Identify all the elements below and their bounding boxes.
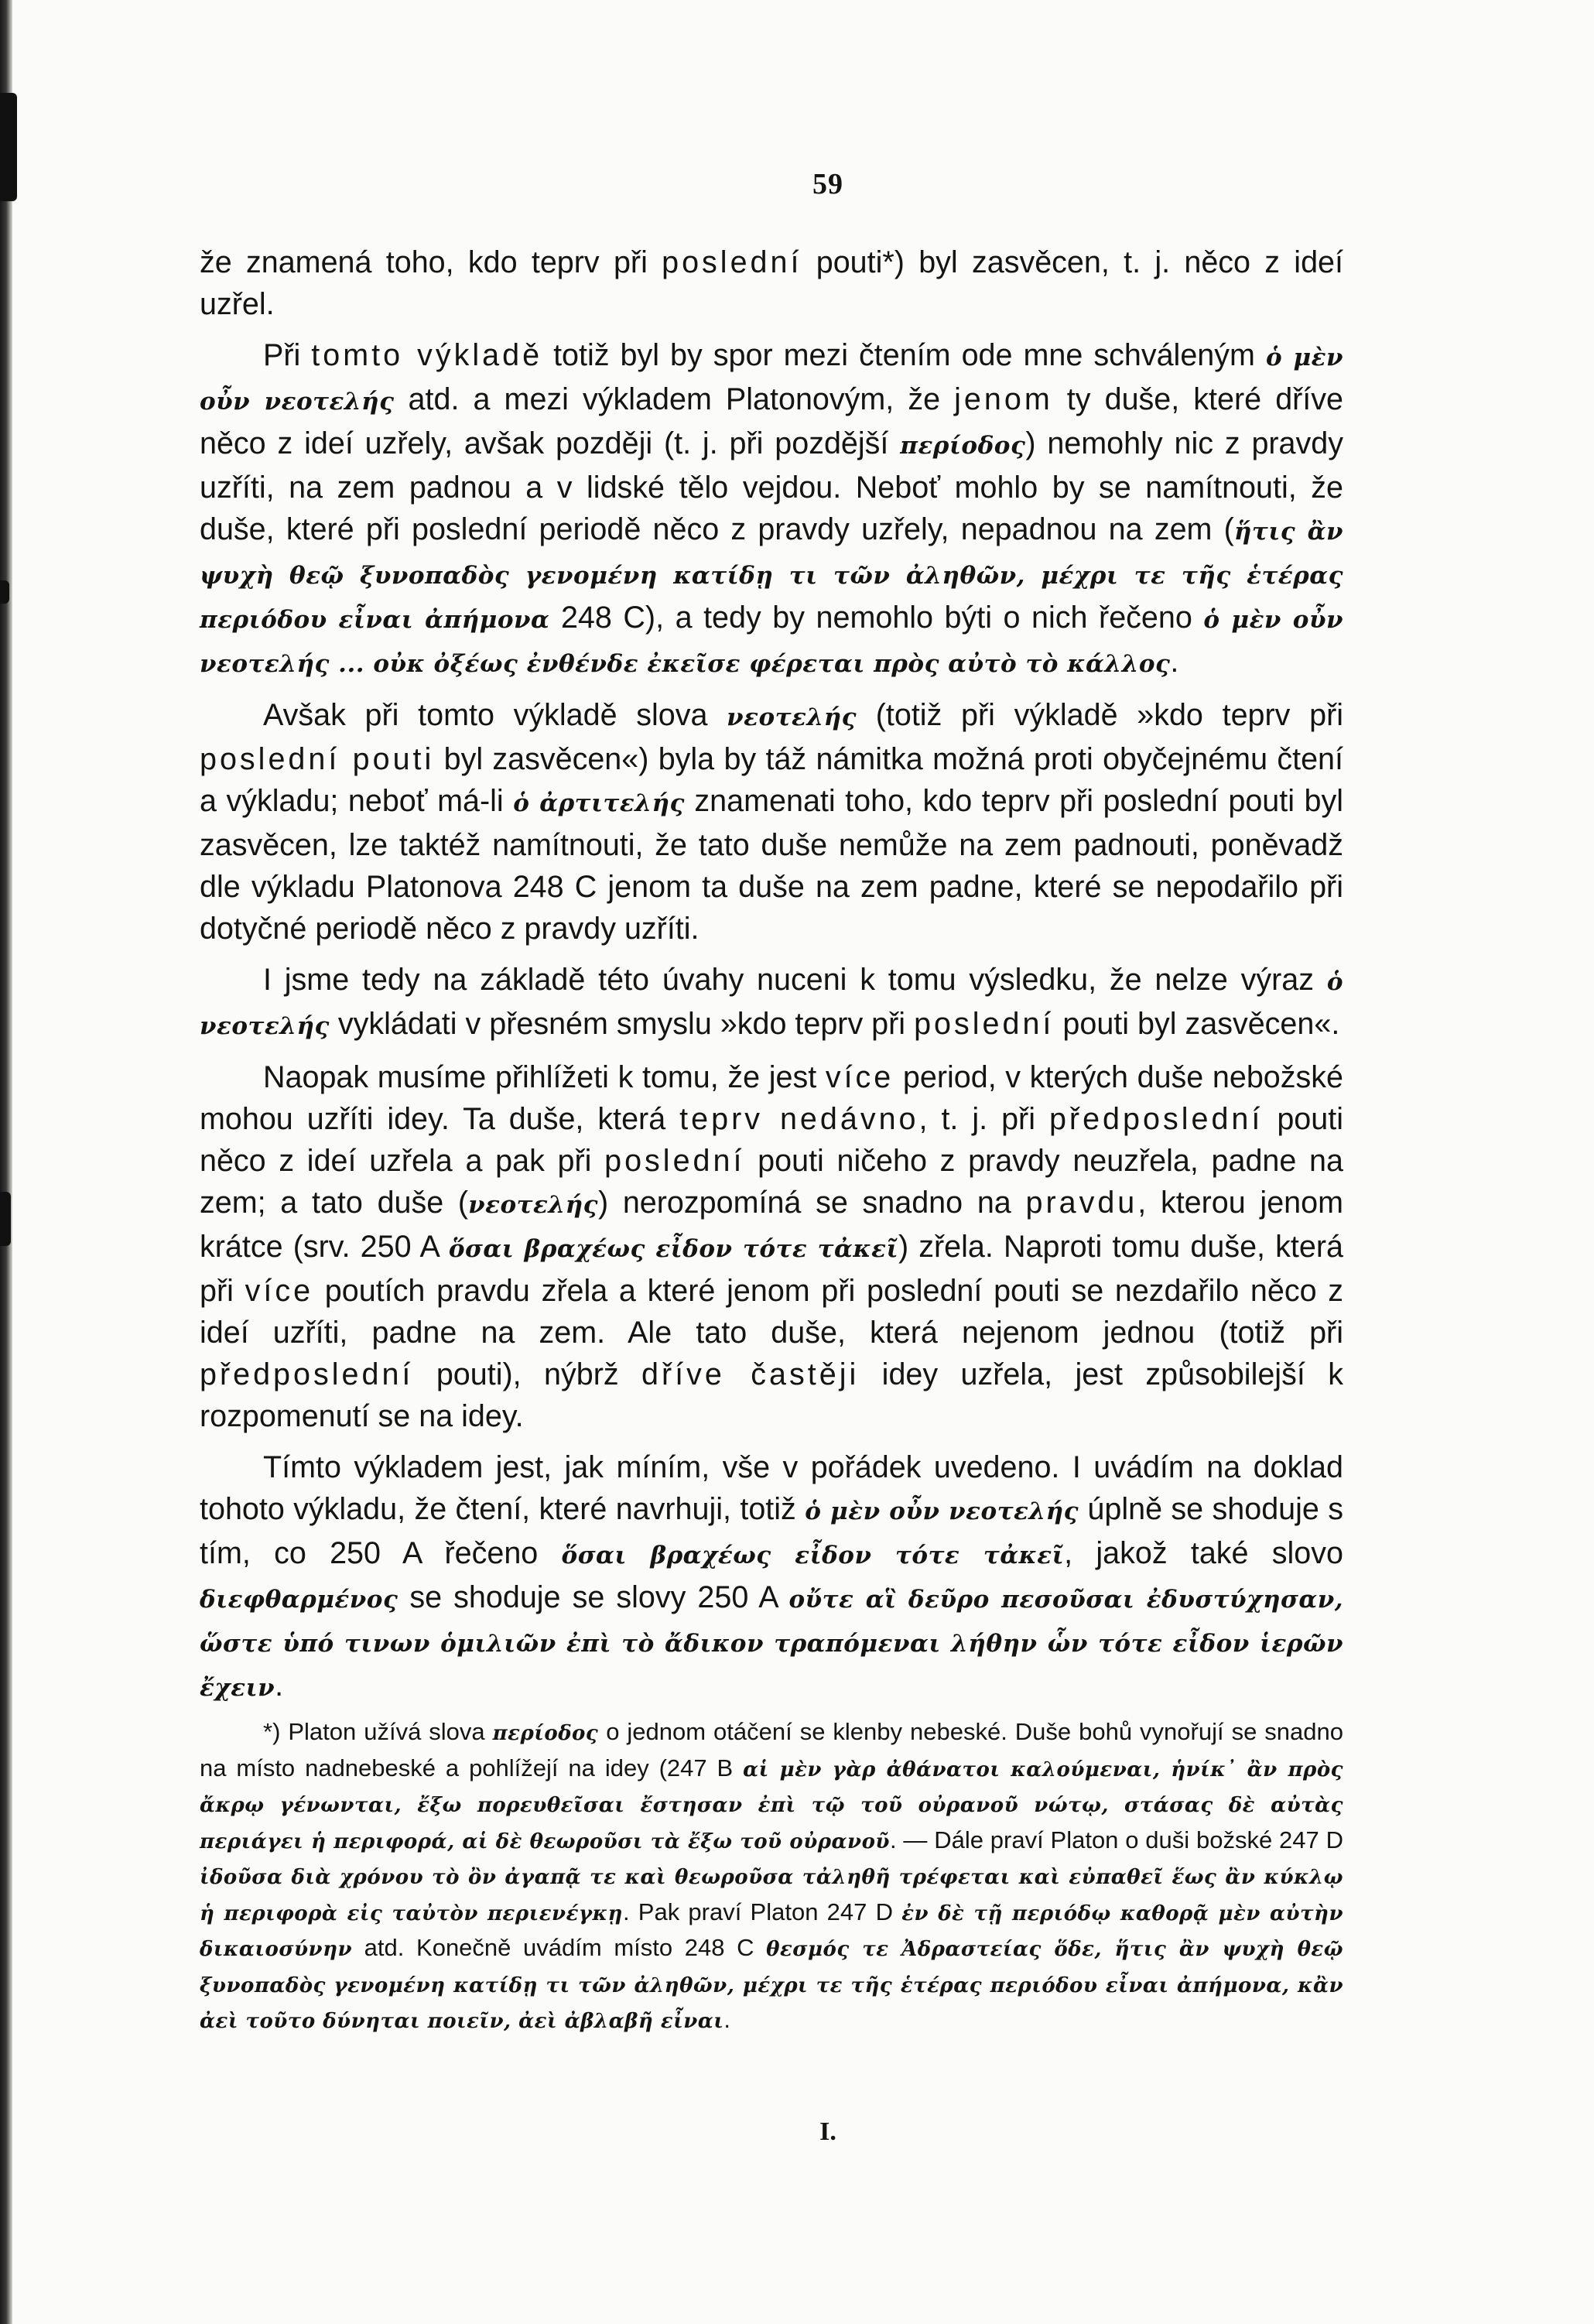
greek-quote: ἰδοῦσα διὰ χρόνου τὸ ὂν ἀγαπᾷ τε καὶ θεωροῦσα τἀληθῆ τρέφεται καὶ εὐπαθεῖ ἕως ἂν κύκλῳ ἡ περιφορὰ εἰς ταὐτὸν περιενέγκῃ [200,1866,1343,1925]
greek-quote: ἐν δὲ τῇ περιόδῳ καθορᾷ μὲν αὐτὴν δικαιοσύνην [200,1901,1343,1961]
text-run: pouti*) byl zasvěcen, t. j. něco z ideí uzřel. [200,245,1343,321]
greek-quote: διεφθαρμένος [200,1586,398,1614]
text-run: atd. Konečně uvádím místo 248 C [352,1934,767,1961]
greek-quote: ὁ μὲν οὖν νεοτελής [200,344,1343,416]
greek-quote: ὁ νεοτελής [200,968,1343,1040]
greek-quote: ἥτις ἂν ψυχὴ θεῷ ξυνοπαδὸς γενομένη κατίδῃ τι τῶν ἀληθῶν, μέχρι τε τῆς ἑτέρας περιόδου εἶναι ἀπήμονα [200,518,1343,634]
text-run: idey uzřela, jest způsobilejší k rozpomenutí se na idey. [200,1357,1343,1433]
text-run: (totiž při výkladě »kdo teprv při [857,698,1343,732]
text-run: totiž byl by spor mezi čtením ode mne schváleným [542,338,1266,372]
paragraph [200,1446,1343,1709]
text-run: Naopak musíme přihlížeti k tomu, že jest [263,1060,826,1094]
spaced-emphasis: předposlední [1048,1102,1264,1136]
text-run: o jednom otáčení se klenby nebeské. Duše bohů vynořují se snadno na místo nadnebeské a pohlížejí na idey (247 B [200,1718,1343,1782]
text-run: atd. a mezi výkladem Platonovým, že [394,382,955,416]
paragraph [200,334,1343,685]
text-run: byl zasvěcen«) byla by táž námitka možná proti obyčejnému čtení a výkladu; neboť má-li [200,742,1343,818]
text-run: , jakož také slovo [1064,1536,1343,1570]
text-run: vykládati v přesném smyslu »kdo teprv při [329,1007,915,1041]
text-run: I jsme tedy na základě této úvahy nuceni k tomu výsledku, že nelze výraz [263,963,1327,997]
greek-quote: περίοδος [492,1722,599,1745]
text-run: 248 C), a tedy by nemohlo býti o nich řečeno [549,601,1204,635]
greek-quote: αἱ μὲν γὰρ ἀθάνατοι καλούμεναι, ἡνίκ᾽ ἂν πρὸς ἄκρῳ γένωνται, ἔξω πορευθεῖσαι ἔστησαν ἐπὶ τῷ τοῦ οὐρανοῦ νώτῳ, στάσας δὲ αὐτὰς περιάγει ἡ περιφορά, αἱ δὲ θεωροῦσι τὰ ἔξω τοῦ οὐρανοῦ [200,1758,1343,1853]
greek-quote: ὁ ἀρτιτελής [513,789,685,817]
text-run: . [1170,645,1179,679]
footnote-paragraph [200,1715,1343,2039]
text-run: že znamená toho, kdo teprv při [200,245,662,279]
text-run: se shoduje se slovy 250 A [398,1580,789,1614]
paragraph [200,1056,1343,1437]
text-run: znamenati toho, kdo teprv při poslední pouti byl zasvěcen, lze taktéž namítnouti, že tato duše nemůže na zem padnouti, poněvadž dle výkladu Platonova 248 C jenom ta duše na zem padne, které se nepodařilo při dotyčné periodě něco z pravdy uzříti. [200,784,1344,946]
greek-quote: οὔτε αἳ δεῦρο πεσοῦσαι ἐδυστύχησαν, ὥστε ὑπό τινων ὁμιλιῶν ἐπὶ τὸ ἄδικον τραπόμεναι λήθην ὧν τότε εἶδον ἱερῶν ἔχειν [200,1586,1343,1702]
greek-quote: ὁ μὲν οὖν νεοτελής ... οὐκ ὀξέως ἐνθένδε ἐκεῖσε φέρεται πρὸς αὐτὸ τὸ κάλλος [200,606,1343,678]
text-run: poutích pravdu zřela a které jenom při poslední pouti se nezdařilo něco z ideí uzříti, padne na zem. Ale tato duše, která nejenom jednou (totiž při [200,1274,1344,1350]
text-run: , kterou jenom krátce (srv. 250 A [200,1186,1344,1264]
greek-quote: νεοτελής [727,703,857,731]
binding-mark [0,580,9,604]
text-run: Při [263,338,312,372]
spaced-emphasis: poslední [604,1144,745,1178]
main-text [200,241,1343,1709]
text-run: ty duše, které dříve něco z ideí uzřely, avšak později (t. j. při pozdější [200,382,1344,460]
greek-quote: ὁ μὲν οὖν νεοτελής [805,1497,1079,1525]
spaced-emphasis: více [245,1274,314,1308]
spaced-emphasis: poslední pouti [200,742,435,776]
text-run: . Pak praví Platon 247 D [622,1898,902,1925]
text-run: Avšak při tomto výkladě slova [263,698,727,732]
text-run: pouti), nýbrž [413,1357,642,1391]
text-run: period, v kterých duše nebožské mohou uzříti idey. Ta duše, která [200,1060,1343,1136]
spaced-emphasis: poslední [914,1007,1055,1041]
text-run: . [275,1669,284,1703]
spaced-emphasis: více [825,1060,894,1094]
spaced-emphasis: jenom [954,382,1053,416]
text-run: Tímto výkladem jest, jak míním, vše v pořádek uvedeno. I uvádím na doklad tohoto výkladu, že čtení, které navrhuji, totiž [200,1450,1343,1526]
text-run: . — Dále praví Platon o duši božské 247 D [889,1826,1343,1853]
greek-quote: περίοδος [900,432,1026,460]
text-run: pouti byl zasvěcen«. [1054,1007,1340,1041]
page-number: 59 [812,168,843,200]
paragraph [200,241,1343,325]
spaced-emphasis: předposlední [200,1357,414,1391]
greek-quote: θεσμός τε Ἀδραστείας ὅδε, ἥτις ἂν ψυχὴ θεῷ ξυνοπαδὸς γενομένη κατίδῃ τι τῶν ἀληθῶν, μέχρι τε τῆς ἑτέρας περιόδου εἶναι ἀπήμονα, κἂν ἀεὶ τοῦτο δύνηται ποιεῖν, ἀεὶ ἀβλαβῆ εἶναι [200,1938,1343,2033]
text-run: ) nemohly nic z pravdy uzříti, na zem padnou a v lidské tělo vejdou. Neboť mohlo by se namítnouti, že duše, které při poslední periodě něco z pravdy uzřely, nepadnou na zem ( [200,426,1343,546]
binding-mark [0,1192,11,1246]
text-run: ) zřela. Naproti tomu duše, která při [200,1230,1343,1308]
paragraph [200,694,1343,950]
signature-mark: I. [819,2117,836,2146]
greek-quote: νεοτελής [468,1191,598,1219]
greek-quote: ὅσαι βραχέως εἶδον τότε τἀκεῖ [448,1235,898,1263]
spaced-emphasis: tomto výkladě [311,338,543,372]
text-run: . [723,2006,730,2033]
spaced-emphasis: poslední [662,245,802,279]
book-binding-edge [0,0,12,2324]
text-run: úplně se shoduje s tím, co 250 A řečeno [200,1492,1343,1570]
text-run: pouti ničeho z pravdy neuzřela, padne na zem; a tato duše ( [200,1144,1343,1220]
footnote [200,1715,1343,2039]
spaced-emphasis: pravdu [1025,1186,1138,1220]
text-run: pouti něco z ideí uzřela a pak při [200,1102,1343,1178]
paragraph [200,959,1343,1047]
spaced-emphasis: teprv nedávno [679,1102,919,1136]
text-run: , t. j. při [918,1102,1049,1136]
greek-quote: ὅσαι βραχέως εἶδον τότε τἀκεῖ [561,1542,1065,1569]
text-run: ) nerozpomíná se snadno na [597,1186,1026,1220]
spaced-emphasis: dříve častěji [641,1357,860,1391]
text-run: *) Platon užívá slova [263,1718,493,1745]
